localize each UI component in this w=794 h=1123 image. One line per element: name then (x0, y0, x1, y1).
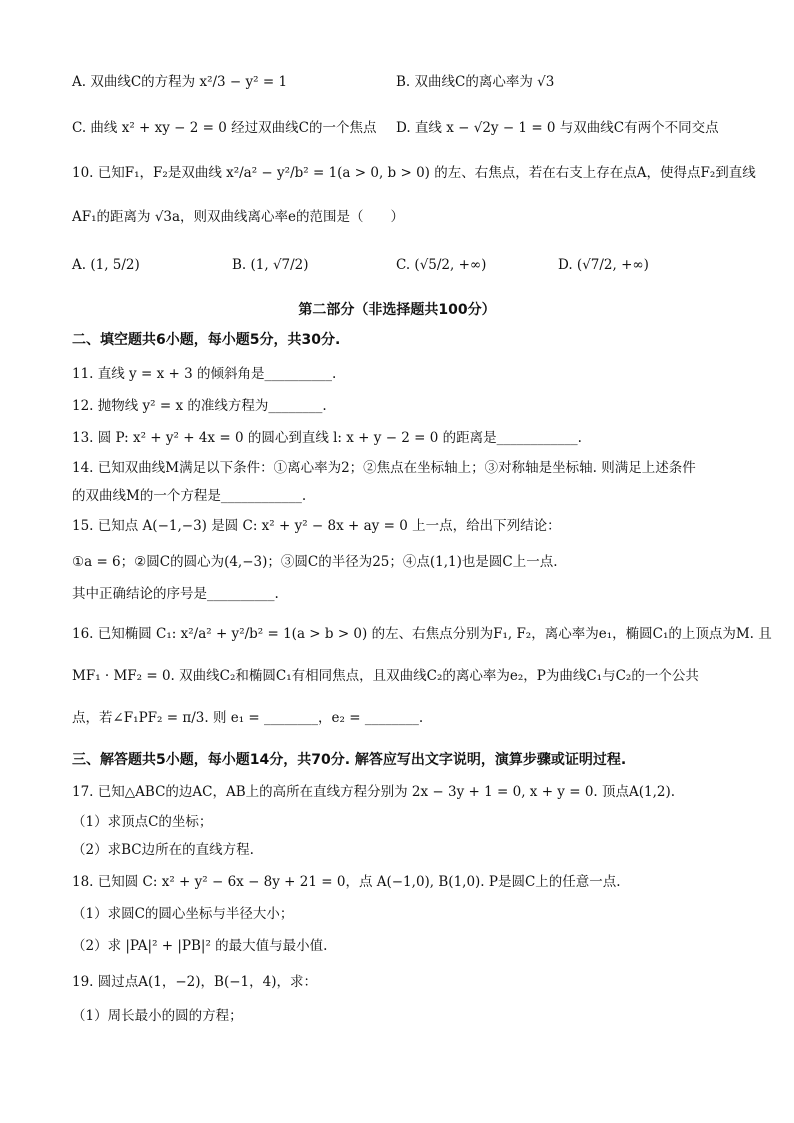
section-three-heading: 三、解答题共5小题，每小题14分，共70分. 解答应写出文字说明，演算步骤或证明过程. (72, 752, 627, 768)
q14-line-2: 的双曲线M的一个方程是____________. (72, 488, 307, 504)
q17-part-1: （1）求顶点C的坐标； (72, 814, 213, 830)
q10-option-d: D. (√7/2, +∞) (558, 257, 649, 273)
q15-line-1: 15. 已知点 A(−1,−3) 是圆 C: x² + y² − 8x + ay = 0 上一点，给出下列结论： (72, 518, 561, 534)
part-two-heading: 第二部分（非选择题共100分） (298, 302, 496, 318)
q19-part-1: （1）周长最小的圆的方程； (72, 1008, 243, 1024)
q9-option-c: C. 曲线 x² + xy − 2 = 0 经过双曲线C的一个焦点 (72, 120, 377, 136)
q12: 12. 抛物线 y² = x 的准线方程为________. (72, 398, 327, 414)
q9-option-b: B. 双曲线C的离心率为 √3 (396, 74, 555, 90)
q18-part-1: （1）求圆C的圆心坐标与半径大小； (72, 906, 294, 922)
q17-part-2: （2）求BC边所在的直线方程. (72, 842, 254, 858)
q10-option-b: B. (1, √7/2) (232, 257, 309, 273)
q18-part-2: （2）求 |PA|² + |PB|² 的最大值与最小值. (72, 938, 328, 954)
q10-option-c: C. (√5/2, +∞) (396, 257, 487, 273)
q9-option-d: D. 直线 x − √2y − 1 = 0 与双曲线C有两个不同交点 (396, 120, 719, 136)
q16-line-1: 16. 已知椭圆 C₁: x²/a² + y²/b² = 1(a > b > 0) 的左、右焦点分别为F₁, F₂，离心率为e₁，椭圆C₁的上顶点为M. 且 (72, 626, 772, 642)
q15-line-2: ①a = 6；②圆C的圆心为(4,−3)；③圆C的半径为25；④点(1,1)也是圆C上一点. (72, 554, 558, 570)
q15-line-3: 其中正确结论的序号是__________. (72, 586, 279, 602)
q10-option-a: A. (1, 5/2) (72, 257, 140, 273)
q16-line-3: 点，若∠F₁PF₂ = π/3. 则 e₁ = ________，e₂ = ________. (72, 710, 424, 726)
q16-line-2: MF₁ · MF₂ = 0. 双曲线C₂和椭圆C₁有相同焦点，且双曲线C₂的离心率为e₂，P为曲线C₁与C₂的一个公共 (72, 668, 699, 684)
q18-line-1: 18. 已知圆 C: x² + y² − 6x − 8y + 21 = 0，点 A(−1,0), B(1,0). P是圆C上的任意一点. (72, 874, 621, 890)
q13: 13. 圆 P: x² + y² + 4x = 0 的圆心到直线 l: x + y − 2 = 0 的距离是____________. (72, 430, 582, 446)
q10-line-1: 10. 已知F₁，F₂是双曲线 x²/a² − y²/b² = 1(a > 0, b > 0) 的左、右焦点，若在右支上存在点A，使得点F₂到直线 (72, 165, 756, 181)
section-two-heading: 二、填空题共6小题，每小题5分，共30分. (72, 332, 341, 348)
q14-line-1: 14. 已知双曲线M满足以下条件：①离心率为2；②焦点在坐标轴上；③对称轴是坐标轴. 则满足上述条件 (72, 460, 696, 476)
q11: 11. 直线 y = x + 3 的倾斜角是__________. (72, 366, 337, 382)
q9-option-a: A. 双曲线C的方程为 x²/3 − y² = 1 (72, 74, 288, 90)
q10-line-2: AF₁的距离为 √3a，则双曲线离心率e的范围是（ ） (72, 209, 405, 225)
q19-line-1: 19. 圆过点A(1，−2)，B(−1，4)，求： (72, 974, 317, 990)
q17-line-1: 17. 已知△ABC的边AC，AB上的高所在直线方程分别为 2x − 3y + 1 = 0, x + y = 0. 顶点A(1,2). (72, 784, 676, 800)
